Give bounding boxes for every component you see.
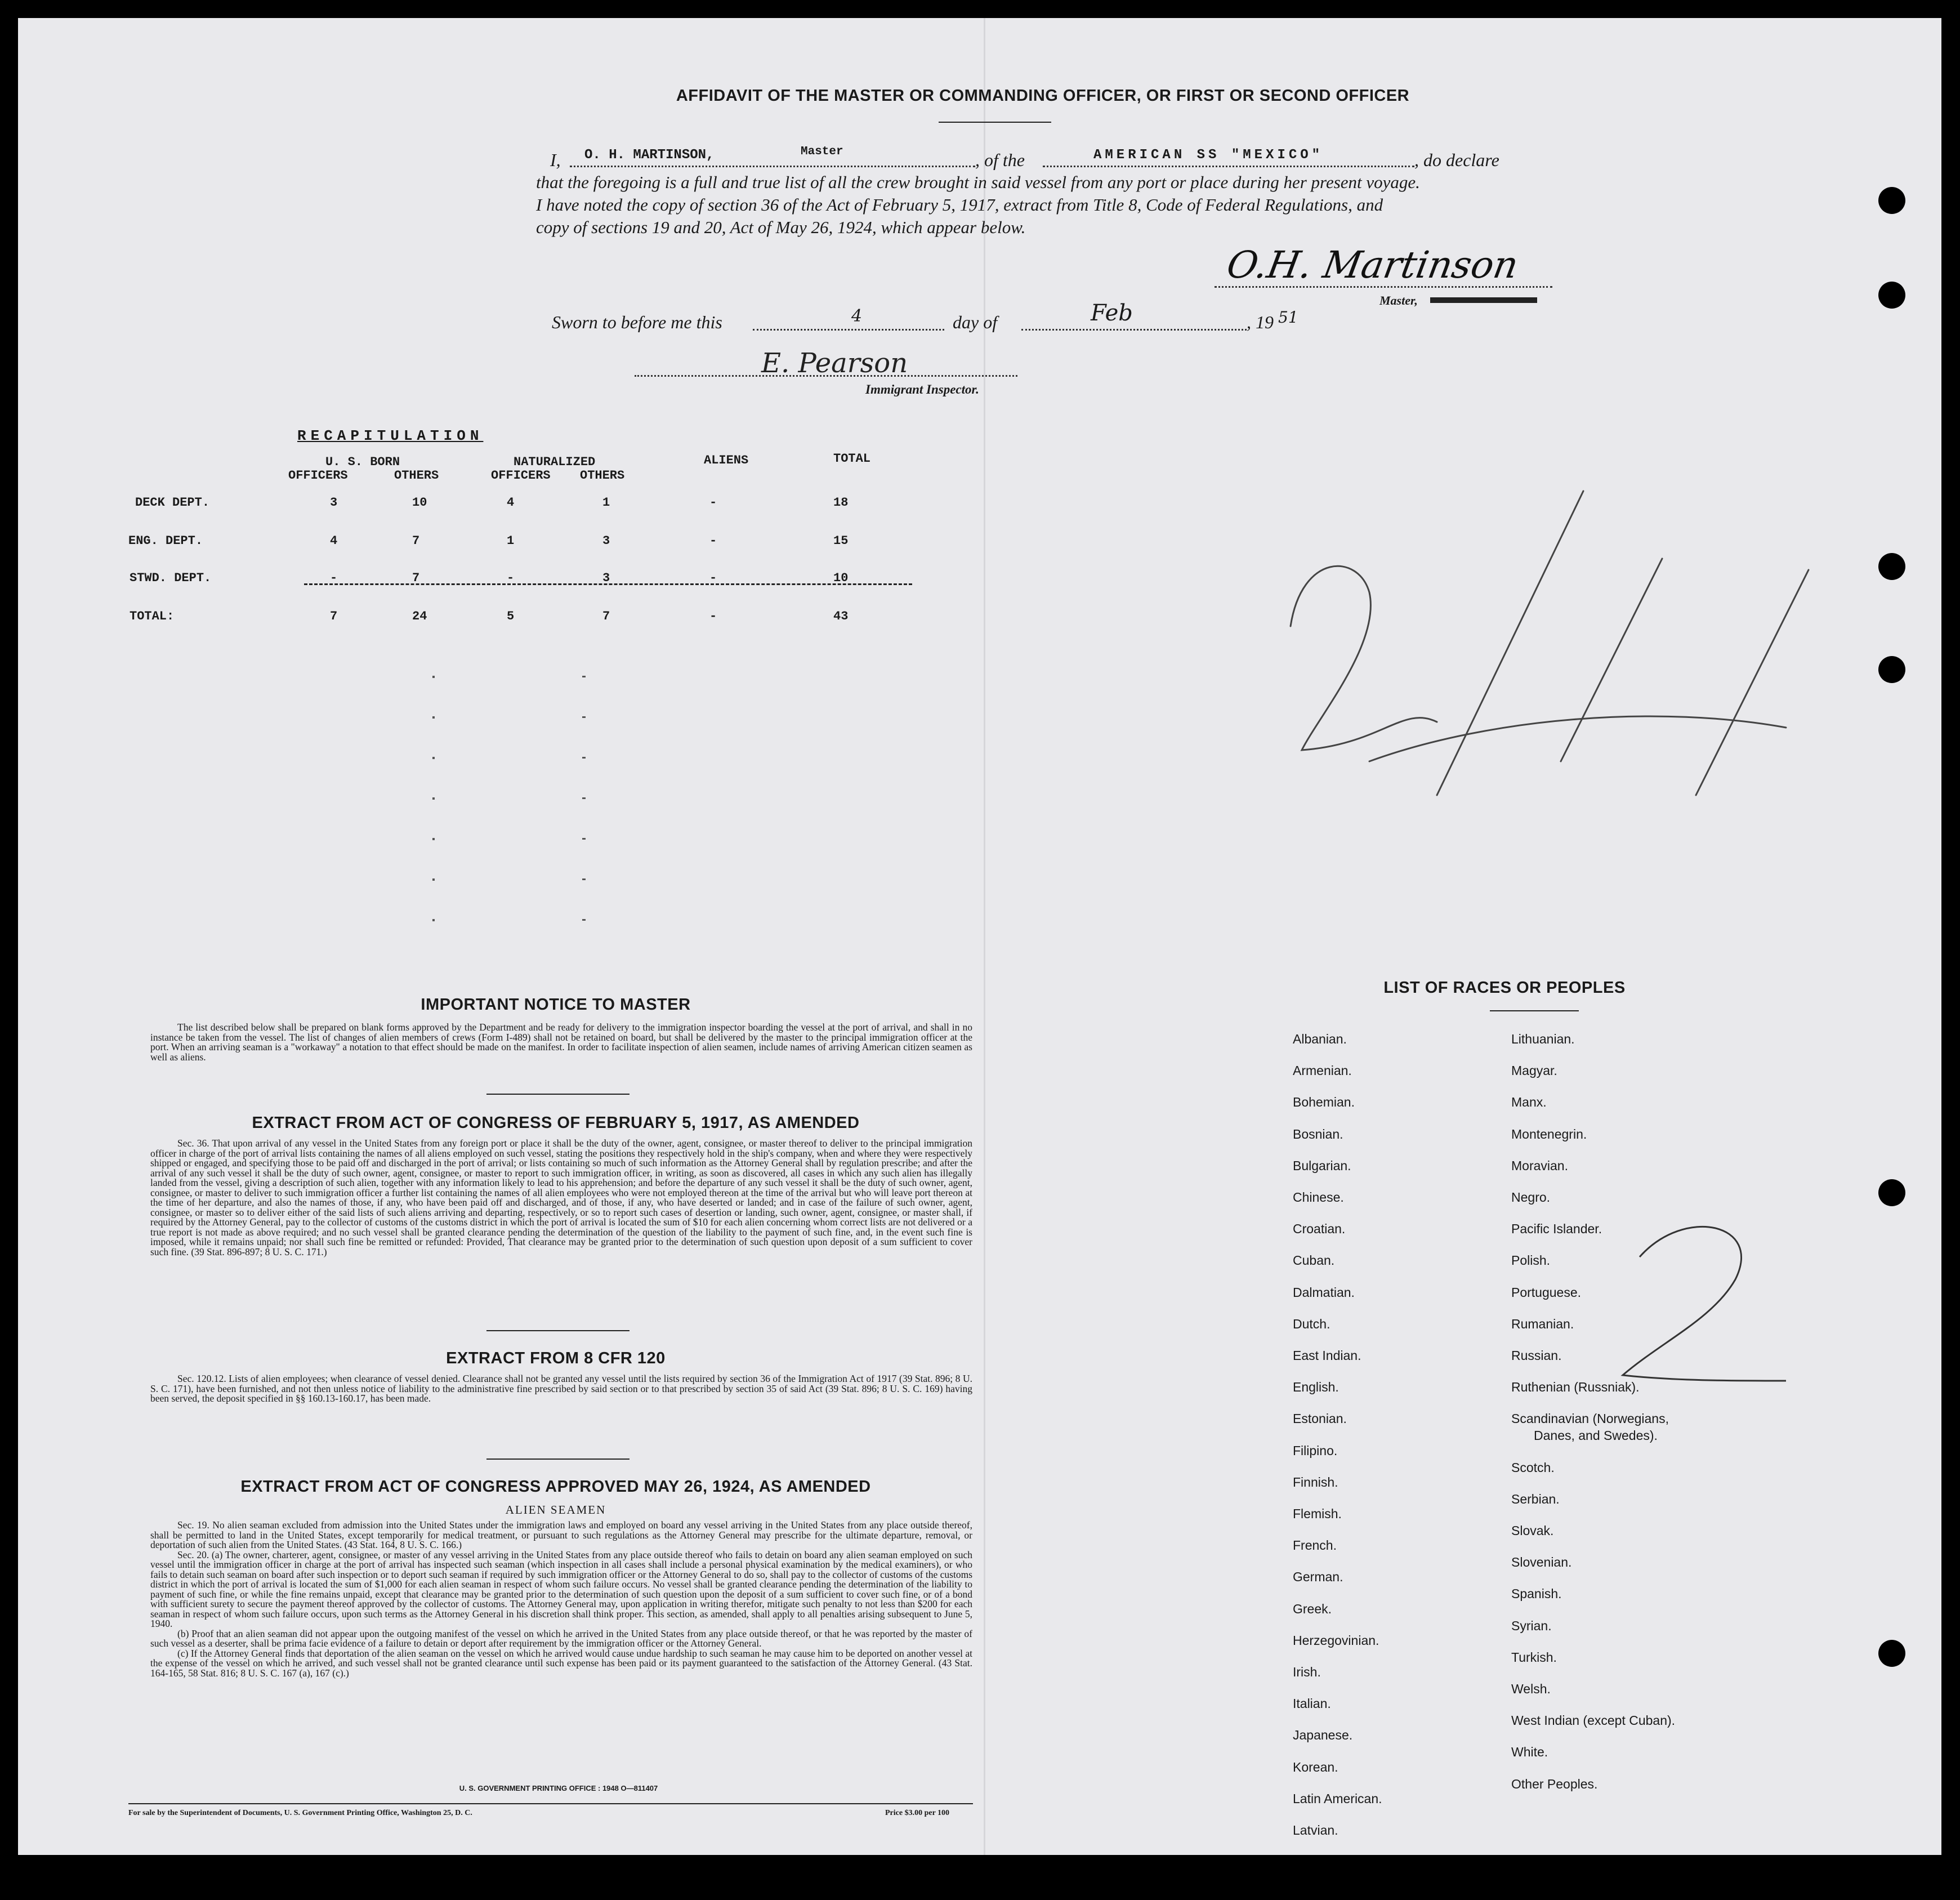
race-item: Scotch. — [1511, 1460, 1555, 1475]
binder-hole — [1878, 1640, 1905, 1667]
sworn-month: Feb — [1091, 300, 1133, 326]
year-suffix: 51 — [1278, 308, 1298, 327]
footer-left: For sale by the Superintendent of Documents, U. S. Government Printing Office, Washington 25, D. C. — [128, 1809, 472, 1817]
race-item: Ruthenian (Russniak). — [1511, 1380, 1640, 1395]
race-item: Finnish. — [1293, 1474, 1338, 1489]
race-item: Turkish. — [1511, 1649, 1557, 1665]
recap-cell: - — [709, 571, 717, 585]
recap-others-nat: OTHERS — [580, 469, 625, 483]
race-item: Lithuanian. — [1511, 1032, 1575, 1046]
recap-cell: 3 — [602, 571, 610, 585]
recap-cell: 7 — [412, 571, 420, 585]
binder-hole — [1878, 1179, 1905, 1206]
race-item: Welsh. — [1511, 1682, 1551, 1696]
recap-cell: 10 — [412, 496, 427, 510]
recap-cell: 4 — [330, 534, 338, 548]
extract-1917-body — [150, 1139, 972, 1257]
sec-20a-paragraph: Sec. 20. (a) The owner, charterer, agent, consignee, or master of any vessel arriving in the United States from any place outside thereof who fails to detain on board any alien seaman employed on such vessel until the immigration officer in charge at the port of arrival has inspected such seaman (which inspection in all cases shall include a personal physical examination by the medical examiners), or who fails to detain such seaman on board after such inspection or to deport such seaman if required by such immigration officer or the Attorney General to do so, shall pay to the collector of customs of the customs district in which the port of arrival is located the sum of $1,000 for each alien seaman in respect of whom such failure occurs. No vessel shall be granted clearance pending the determination of the liability to payment of such fine, or while the fine remains unpaid, except that clearance may be granted prior to the determination of such question upon the deposit of a sum sufficient to cover such fine, or of a bond with sufficient surety to secure the payment thereof approved by the collector of customs. The Attorney General may, upon application in writing therefor, mitigate such penalty to not less than $200 for each seaman in respect of whom such failure occurs, upon such terms as the Attorney General in his discretion shall think proper. This section, as amended, shall apply to all penalties arising subsequent to June 5, 1940. — [150, 1549, 972, 1629]
race-item: Bohemian. — [1293, 1095, 1355, 1110]
binder-hole — [1878, 553, 1905, 580]
section-rule — [486, 1459, 629, 1460]
form-sheet — [18, 18, 1941, 1855]
recap-cell: 7 — [330, 609, 338, 623]
race-item: Latin American. — [1293, 1791, 1382, 1806]
sworn-month-line — [1021, 329, 1247, 331]
race-item: Syrian. — [1511, 1618, 1552, 1633]
recap-cell: 7 — [602, 609, 610, 623]
race-item: Magyar. — [1511, 1063, 1557, 1078]
race-item: Manx. — [1511, 1095, 1547, 1110]
extract-cfr-body — [150, 1374, 972, 1404]
extract-1924-subtitle: ALIEN SEAMEN — [505, 1503, 606, 1517]
race-item: Scandinavian (Norwegians, — [1511, 1411, 1669, 1426]
recap-others-us: OTHERS — [394, 469, 439, 483]
race-item: Serbian. — [1511, 1491, 1560, 1506]
race-item: Moravian. — [1511, 1158, 1568, 1173]
inspector-signature: E. Pearson — [761, 347, 908, 379]
race-item: Cuban. — [1293, 1253, 1335, 1268]
struck-text — [1430, 297, 1537, 303]
center-fold — [984, 18, 985, 1855]
recap-cell: - — [709, 534, 717, 548]
affidavit-title: AFFIDAVIT OF THE MASTER OR COMMANDING OFFICER, OR FIRST OR SECOND OFFICER — [676, 87, 1410, 105]
handwritten-two — [1617, 1212, 1797, 1403]
recap-cell: 18 — [833, 496, 849, 510]
race-item: Bosnian. — [1293, 1126, 1343, 1141]
race-item: Irish. — [1293, 1665, 1321, 1679]
race-item: Japanese. — [1293, 1728, 1353, 1743]
race-item: East Indian. — [1293, 1348, 1361, 1363]
notice-paragraph: The list described below shall be prepared on blank forms approved by the Department and be ready for delivery to the immigration inspector boarding the vessel at the port of arrival, and shall in no instance be taken from the vessel. The list of changes of alien members of crews (Form I-489) shall not be retained on board, but shall be delivered by the master to the principal immigration officer at the port. When an arriving seaman is a "workaway" a notation to that effect should be made on the manifest. In order to facilitate inspection of alien seamen, include names of arriving American citizen seamen as well as aliens. — [150, 1022, 972, 1063]
recap-aliens: ALIENS — [704, 453, 749, 467]
race-item: Herzegovinian. — [1293, 1633, 1379, 1648]
recap-naturalized: NATURALIZED — [514, 455, 596, 469]
races-title-rule — [1490, 1010, 1579, 1011]
recap-cell: 5 — [507, 609, 515, 623]
race-item: Spanish. — [1511, 1586, 1562, 1602]
recap-cell: 1 — [602, 496, 610, 510]
race-item: Negro. — [1511, 1190, 1551, 1205]
extract-cfr-title: EXTRACT FROM 8 CFR 120 — [446, 1349, 666, 1367]
extract-1917-paragraph: Sec. 36. That upon arrival of any vessel in the United States from any foreign port or place it shall be the duty of the owner, agent, consignee, or master thereof to deliver to the principal immigration officer in charge of the port of arrival lists containing the names of all aliens employed on such vessel, stating the positions they respectively hold in the ship's company, when and where they were respectively shipped or engaged, and specifying those to be paid off and discharged in the port of arrival; or lists containing so much of such information as the Attorney General shall by regulation prescribe; and after the arrival of any such vessel it shall be the duty of such owner, agent, consignee, or master to report to such immigration officer, in writing, as soon as discovered, all cases in which any such alien has illegally landed from the vessel, giving a description of such alien, together with any information likely to lead to his apprehension; and before the departure of any such vessel it shall be the duty of such owner, agent, consignee, or master to deliver to such immigration officer a further list containing the names of all alien employees who were not employed thereon at the time of the arrival but who will leave port thereon at the time of her departure, and also the names of those, if any, who have been paid off and discharged, and of those, if any, who have deserted or landed; and in case of the failure of such owner, agent, consignee, or master so to deliver either of the said lists of such aliens arriving and departing, respectively, or so to report such cases of desertion or landing, such owner, agent, consignee, or master shall, if required by the Attorney General, pay to the collector of customs of the customs district in which the port of arrival is located the sum of $10 for each alien concerning whom correct lists are not delivered or a true report is not made as above required; and no such vessel shall be granted clearance pending the determination of the question of the liability to the payment of such fine, and, in the event such fine is imposed, while it remains unpaid; nor shall such fine be remitted or refunded: Provided, That clearance may be granted prior to the determination of such question upon deposit of a sum sufficient to cover such fine. (39 Stat. 896-897; 8 U. S. C. 171.) — [150, 1138, 972, 1257]
recap-row-label: DECK DEPT. — [135, 496, 210, 510]
race-item: English. — [1293, 1380, 1339, 1395]
race-item: Portuguese. — [1511, 1284, 1582, 1300]
recap-us-born: U. S. BORN — [325, 455, 400, 469]
binder-hole — [1878, 656, 1905, 683]
race-item: Albanian. — [1293, 1032, 1347, 1046]
sworn-label: Sworn to before me this — [552, 312, 722, 332]
race-item: Russian. — [1511, 1348, 1562, 1363]
recap-cell: 3 — [602, 534, 610, 548]
race-item: Rumanian. — [1511, 1316, 1574, 1331]
inspector-label: Immigrant Inspector. — [865, 382, 979, 396]
recap-row-label: ENG. DEPT. — [128, 534, 203, 548]
binder-hole — [1878, 282, 1905, 309]
race-item: Other Peoples. — [1511, 1776, 1598, 1791]
race-item: Slovenian. — [1511, 1555, 1572, 1570]
affidavit-line-3: I have noted the copy of section 36 of the Act of February 5, 1917, extract from Title 8, Code of Federal Regulations, and — [536, 195, 1383, 215]
year-prefix: , 19 — [1247, 312, 1274, 332]
footer-rule — [128, 1803, 973, 1804]
vessel-name: AMERICAN SS "MEXICO" — [1093, 148, 1324, 163]
affidavit-line-4: copy of sections 19 and 20, Act of May 26, 1924, which appear below. — [536, 217, 1026, 237]
race-item: West Indian (except Cuban). — [1511, 1713, 1676, 1728]
race-item: Slovak. — [1511, 1523, 1554, 1538]
binder-hole — [1878, 187, 1905, 214]
race-item: Montenegrin. — [1511, 1126, 1587, 1141]
race-item: Flemish. — [1293, 1506, 1342, 1521]
notice-body — [150, 1023, 972, 1062]
recap-cell: - — [709, 496, 717, 510]
notice-title: IMPORTANT NOTICE TO MASTER — [421, 996, 691, 1014]
recap-row-label: TOTAL: — [130, 609, 175, 623]
races-title: LIST OF RACES OR PEOPLES — [1383, 979, 1626, 997]
race-item: Filipino. — [1293, 1443, 1338, 1458]
affidavit-i: I, — [550, 150, 561, 170]
race-item: Chinese. — [1293, 1190, 1344, 1205]
recap-cell: - — [330, 571, 338, 585]
race-item: Italian. — [1293, 1696, 1331, 1711]
master-label: Master, — [1379, 293, 1418, 307]
handwritten-date-mark — [1268, 480, 1859, 958]
master-name: O. H. MARTINSON, — [584, 148, 715, 163]
master-signature: O.H. Martinson — [1224, 243, 1522, 287]
race-item: Estonian. — [1293, 1411, 1347, 1426]
race-item: Pacific Islander. — [1511, 1221, 1602, 1237]
section-rule — [486, 1094, 629, 1095]
recap-cell: 15 — [833, 534, 849, 548]
sec-19-paragraph: Sec. 19. No alien seaman excluded from admission into the United States under the immigration laws and employed on board any vessel arriving in the United States from any place outside thereof, shall be permitted to land in the United States, except temporarily for medical treatment, or pursuant to such regulations as the Attorney General may prescribe for the ultimate departure, removal, or deportation of such alien from the United States. (43 Stat. 164, 8 U. S. C. 166.) — [150, 1519, 972, 1550]
affidavit-line-2: that the foregoing is a full and true list of all the crew brought in said vessel from any port or place during her present voyage. — [536, 172, 1420, 192]
extract-cfr-paragraph: Sec. 120.12. Lists of alien employees; when clearance of vessel denied. Clearance shall not be granted any vessel until the lists required by section 36 of the Immigration Act of 1917 (39 Stat. 896; 8 U. S. C. 171), have been furnished, and not then unless notice of liability to the administrative fine prescribed by said section or to that prescribed by section 35 of said Act (39 Stat. 896; 8 U. S. C. 169) having been served, the deposit specified in §§ 160.13-160.17, has been made. — [150, 1373, 972, 1404]
race-item: French. — [1293, 1538, 1337, 1553]
recap-cell: - — [709, 609, 717, 623]
recap-title: RECAPITULATION — [297, 427, 484, 444]
recap-cell: 24 — [412, 609, 427, 623]
printing-office-line: U. S. GOVERNMENT PRINTING OFFICE : 1948 O—811407 — [459, 1784, 658, 1792]
sworn-day: 4 — [851, 306, 863, 326]
recap-row-label: STWD. DEPT. — [130, 571, 212, 585]
sec-20b-paragraph: (b) Proof that an alien seaman did not appear upon the outgoing manifest of the vessel on which he arrived in the United States from any place outside thereof, or that he was reported by the master of such vessel as a deserter, shall be prima facie evidence of a failure to detain or deport after requirement by the immigration officer or the Attorney General. — [150, 1627, 972, 1649]
race-item: Dutch. — [1293, 1316, 1331, 1331]
race-item: Dalmatian. — [1293, 1284, 1355, 1300]
race-item: Danes, and Swedes). — [1534, 1428, 1658, 1443]
race-item: Korean. — [1293, 1759, 1338, 1774]
extract-1917-title: EXTRACT FROM ACT OF CONGRESS OF FEBRUARY 5, 1917, AS AMENDED — [252, 1114, 860, 1132]
recap-total: TOTAL — [833, 452, 871, 466]
recap-officers-us: OFFICERS — [288, 469, 348, 483]
section-rule — [486, 1330, 629, 1331]
recap-cell: - — [507, 571, 515, 585]
race-item: Polish. — [1511, 1253, 1551, 1268]
race-item: Bulgarian. — [1293, 1158, 1351, 1173]
extract-1924-title: EXTRACT FROM ACT OF CONGRESS APPROVED MAY 26, 1924, AS AMENDED — [240, 1478, 871, 1496]
do-declare-label: , do declare — [1414, 150, 1499, 170]
signature-line — [1215, 286, 1552, 288]
footer-right: Price $3.00 per 100 — [885, 1809, 950, 1817]
race-item: Croatian. — [1293, 1221, 1346, 1237]
master-rank: Master — [801, 145, 843, 158]
recap-cell: 3 — [330, 496, 338, 510]
typewriter-dots — [18, 18, 975, 975]
race-item: Armenian. — [1293, 1063, 1352, 1078]
extract-1924-body — [150, 1520, 972, 1678]
race-item: White. — [1511, 1745, 1548, 1760]
recap-cell: 43 — [833, 609, 849, 623]
day-of-label: day of — [953, 312, 998, 332]
recap-cell: 7 — [412, 534, 420, 548]
race-item: Greek. — [1293, 1601, 1332, 1616]
recap-cell: 10 — [833, 571, 849, 585]
recap-officers-nat: OFFICERS — [491, 469, 551, 483]
of-the-label: , of the — [975, 150, 1025, 170]
race-item: Latvian. — [1293, 1823, 1338, 1837]
race-item: German. — [1293, 1569, 1343, 1585]
recap-cell: 1 — [507, 534, 515, 548]
sec-20c-paragraph: (c) If the Attorney General finds that deportation of the alien seaman on the vessel on which he arrived would cause undue hardship to such seaman he may cause him to be deported on another vessel at the expense of the vessel on which he arrived, and such vessel shall not be granted clearance until such expense has been paid or its payment guaranteed to the satisfaction of the Attorney General. (43 Stat. 164-165, 58 Stat. 816; 8 U. S. C. 167 (a), 167 (c).) — [150, 1647, 972, 1679]
recap-cell: 4 — [507, 496, 515, 510]
